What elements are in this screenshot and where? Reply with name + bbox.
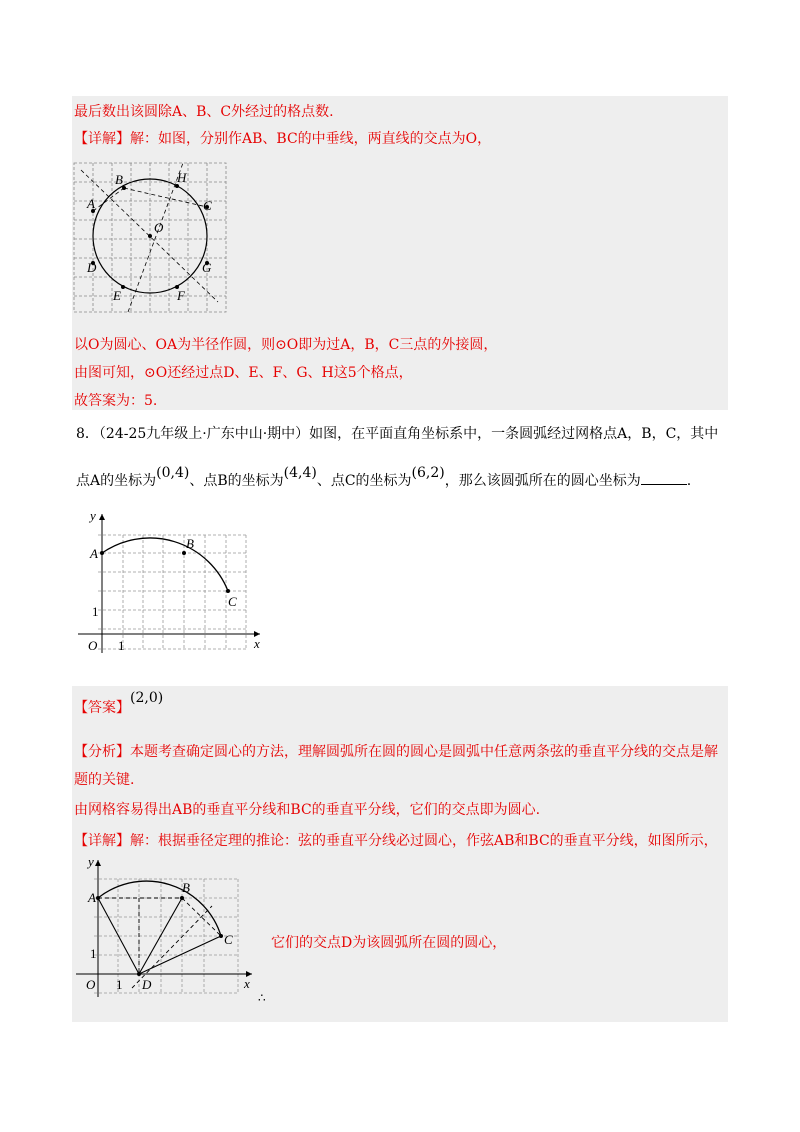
point-label: O [154,220,164,235]
coord-c: (6,2) [411,465,445,481]
tick-label: 1 [116,977,123,992]
analysis-line-2: 题的关键. [74,772,135,788]
question-text: 点A的坐标为 [76,473,157,489]
conclusion-text: 它们的交点D为该圆弧所在圆的圆心， [271,935,507,951]
solution-line-4: 由图可知，⊙O还经过点D、E、F、G、H这5个格点， [74,365,413,381]
analysis-tag: 【分析】 [74,744,130,760]
point-label: C [228,594,237,609]
point-label: A [87,196,95,211]
point-label: C [224,932,233,947]
axis-label-y: y [90,508,96,523]
analysis-text: 本题考查确定圆心的方法，理解圆弧所在圆的圆心是圆弧中任意两条弦的垂直平分线的交点是解 [130,744,718,760]
point-label: E [113,288,121,303]
point-label: B [115,172,123,187]
arc-figure [78,508,268,656]
axis-label-x: x [254,636,260,651]
question-text: 、点C的坐标为 [316,473,412,489]
question-text: ，那么该圆弧所在的圆心坐标为 [444,473,641,489]
point-label: H [177,170,187,185]
detail-line-8 [74,830,718,850]
tick-label: 1 [90,946,97,961]
tick-label: 1 [92,604,99,619]
detail-text: 解：根据垂径定理的推论：弦的垂直平分线必过圆心，作弦AB和BC的垂直平分线，如图所示， [130,833,718,849]
point-label: F [177,288,185,303]
detail-text: 解：如图，分别作AB、BC的中垂线，两直线的交点为O， [130,131,492,147]
question-8-line-2 [76,465,692,490]
point-label: D [87,260,97,275]
answer-value: (2,0) [130,690,164,706]
point-label: C [203,198,212,213]
solution-figure [76,852,276,1004]
coord-b: (4,4) [283,465,317,481]
solution-line-1: 最后数出该圆除A、B、C外经过的格点数. [74,104,334,120]
answer-blank [641,484,687,485]
axis-label-y: y [88,854,94,869]
question-text: 、点B的坐标为 [189,473,284,489]
point-label: A [90,546,98,561]
point-label: G [202,260,212,275]
origin-label: O [88,638,98,653]
answer-line [74,690,164,717]
point-label: B [186,536,194,551]
answer-tag: 【答案】 [74,700,130,716]
question-text: . [686,473,692,489]
axis-label-x: x [244,976,250,991]
origin-label: O [86,977,96,992]
coord-a: (0,4) [156,465,190,481]
tick-label: 1 [118,638,125,653]
point-label: A [88,890,96,905]
solution-line-3: 以O为圆心、OA为半径作圆，则⊙O即为过A，B，C三点的外接圆， [74,337,498,353]
detail-tag: 【详解】 [74,833,130,849]
analysis-line-3: 由网格容易得出AB的垂直平分线和BC的垂直平分线，它们的交点即为圆心. [74,802,541,818]
point-label: B [182,880,190,895]
solution-line-5: 故答案为：5. [74,393,158,409]
therefore-symbol: ∴ [258,991,266,1004]
detail-tag: 【详解】 [74,131,130,147]
point-label: D [142,977,152,992]
question-8-line-1: 8．（24-25九年级上·广东中山·期中）如图，在平面直角坐标系中，一条圆弧经过网格点A，B，C，其中 [76,426,719,442]
analysis-line-1 [74,741,718,761]
detail-line [74,128,491,148]
circle-grid-figure [73,162,229,314]
